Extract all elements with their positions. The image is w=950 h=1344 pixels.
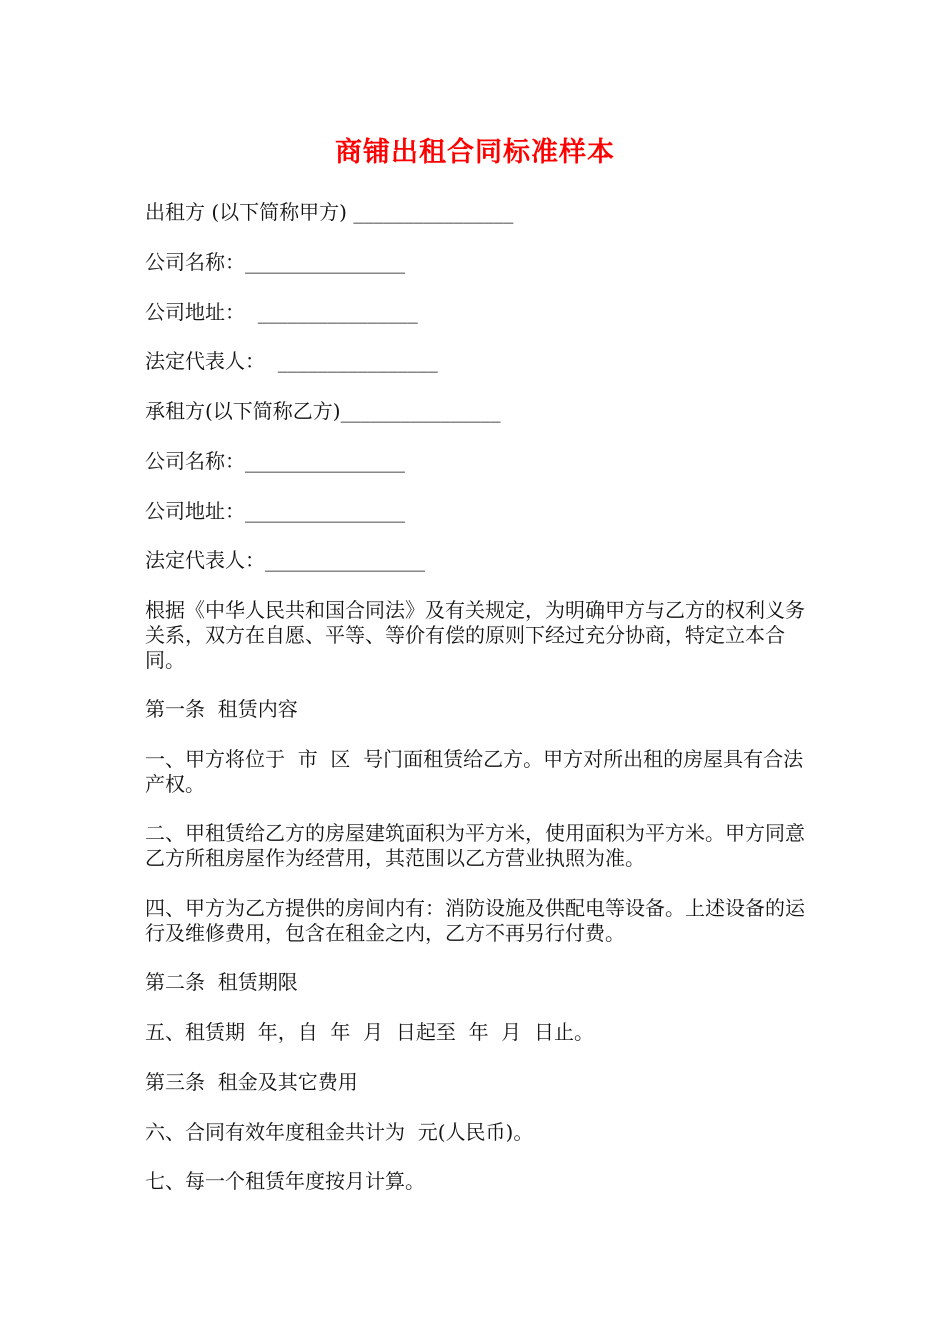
clause-6: 六、合同有效年度租金共计为 元(人民币)。 (145, 1120, 534, 1144)
clause-7: 七、每一个租赁年度按月计算。 (145, 1169, 425, 1193)
lessee-line: 承租方(以下简称乙方)________________ (145, 399, 501, 423)
lessee-legal-representative: 法定代表人：________________ (145, 548, 425, 572)
lessee-company-name: 公司名称：________________ (145, 449, 405, 473)
document-title: 商铺出租合同标准样本 (335, 137, 615, 168)
clause-1: 一、甲方将位于 市 区 号门面租赁给乙方。甲方对所出租的房屋具有合法产权。 (145, 747, 804, 796)
clause-2: 二、甲租赁给乙方的房屋建筑面积为平方米，使用面积为平方米。甲方同意乙方所租房屋作为经营用，其范围以乙方营业执照为准。 (145, 821, 805, 870)
preamble-paragraph: 根据《中华人民共和国合同法》及有关规定，为明确甲方与乙方的权利义务关系，双方在自愿、平等、等价有偿的原则下经过充分协商，特定立本合同。 (145, 598, 805, 672)
article-3-heading: 第三条 租金及其它费用 (145, 1070, 358, 1094)
lessor-legal-representative: 法定代表人： ________________ (145, 349, 438, 373)
article-1-heading: 第一条 租赁内容 (145, 697, 298, 721)
lessor-company-address: 公司地址： ________________ (145, 300, 418, 324)
clause-5: 五、租赁期 年，自 年 月 日起至 年 月 日止。 (145, 1020, 595, 1044)
lessor-line: 出租方 (以下简称甲方) ________________ (145, 200, 514, 224)
lessor-company-name: 公司名称：________________ (145, 250, 405, 274)
article-2-heading: 第二条 租赁期限 (145, 970, 298, 994)
clause-4: 四、甲方为乙方提供的房间内有：消防设施及供配电等设备。上述设备的运行及维修费用，包含在租金之内，乙方不再另行付费。 (145, 896, 805, 945)
lessee-company-address: 公司地址：________________ (145, 499, 405, 523)
